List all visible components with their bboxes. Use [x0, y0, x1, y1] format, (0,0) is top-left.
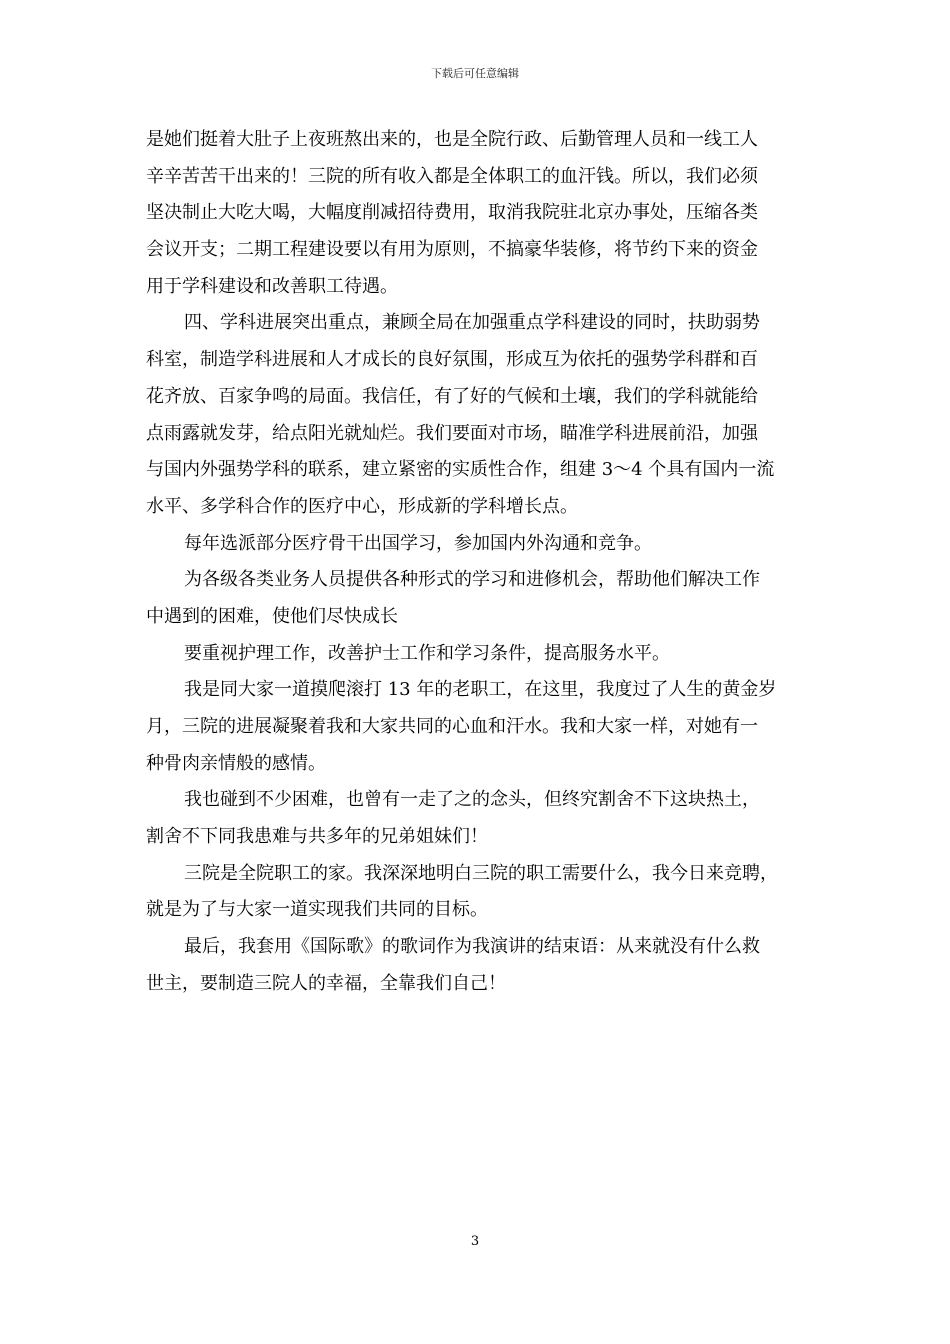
text-line: 我也碰到不少困难，也曾有一走了之的念头，但终究割舍不下这块热土， [184, 789, 760, 811]
paragraph [146, 672, 818, 782]
text-line: 花齐放、百家争鸣的局面。我信任，有了好的气候和土壤，我们的学科就能给 [146, 385, 758, 407]
page-number: 3 [470, 1234, 480, 1249]
text-line: 世主，要制造三院人的幸福，全靠我们自己！ [146, 972, 506, 994]
text-line: 种骨肉亲情般的感情。 [146, 752, 326, 774]
text-line: 中遇到的困难，使他们尽快成长 [146, 605, 398, 627]
text-line: 最后，我套用《国际歌》的歌词作为我演讲的结束语：从来就没有什么救 [184, 936, 760, 958]
paragraph [146, 929, 818, 1002]
document-body [146, 122, 818, 1003]
text-line: 我是同大家一道摸爬滚打 13 年的老职工，在这里，我度过了人生的黄金岁 [184, 679, 777, 701]
text-line: 用于学科建设和改善职工待遇。 [146, 275, 398, 297]
text-line: 为各级各类业务人员提供各种形式的学习和进修机会，帮助他们解决工作 [184, 569, 760, 591]
text-line: 割舍不下同我患难与共多年的兄弟姐妹们！ [146, 826, 488, 848]
paragraph [146, 562, 818, 635]
paragraph [146, 782, 818, 855]
text-line: 与国内外强势学科的联系，建立紧密的实质性合作，组建 3～4 个具有国内一流 [146, 459, 775, 481]
paragraph [146, 526, 818, 563]
text-line: 就是为了与大家一道实现我们共同的目标。 [146, 899, 488, 921]
text-line: 三院是全院职工的家。我深深地明白三院的职工需要什么，我今日来竞聘， [184, 862, 778, 884]
text-line: 点雨露就发芽，给点阳光就灿烂。我们要面对市场，瞄准学科进展前沿，加强 [146, 422, 758, 444]
text-line: 坚决制止大吃大喝，大幅度削减招待费用，取消我院驻北京办事处，压缩各类 [146, 202, 758, 224]
text-line: 月，三院的进展凝聚着我和大家共同的心血和汗水。我和大家一样，对她有一 [146, 716, 758, 737]
text-line: 是她们挺着大肚子上夜班熬出来的，也是全院行政、后勤管理人员和一线工人 [146, 129, 758, 150]
text-line: 会议开支；二期工程建设要以有用为原则，不搞豪华装修，将节约下来的资金 [146, 239, 758, 261]
paragraph [146, 636, 818, 673]
text-line: 每年选派部分医疗骨干出国学习，参加国内外沟通和竞争。 [184, 532, 652, 554]
text-line: 辛辛苦苦干出来的！三院的所有收入都是全体职工的血汗钱。所以，我们必须 [146, 165, 758, 187]
paragraph [146, 122, 818, 305]
text-line: 四、学科进展突出重点，兼顾全局在加强重点学科建设的同时，扶助弱势 [184, 312, 760, 334]
text-line: 水平、多学科合作的医疗中心，形成新的学科增长点。 [146, 495, 578, 517]
paragraph [146, 305, 818, 525]
text-line: 科室，制造学科进展和人才成长的良好氛围，形成互为依托的强势学科群和百 [146, 349, 758, 371]
text-line: 要重视护理工作，改善护士工作和学习条件，提高服务水平。 [184, 642, 670, 664]
paragraph [146, 856, 818, 929]
page-header: 下载后可任意编辑 [431, 67, 519, 80]
